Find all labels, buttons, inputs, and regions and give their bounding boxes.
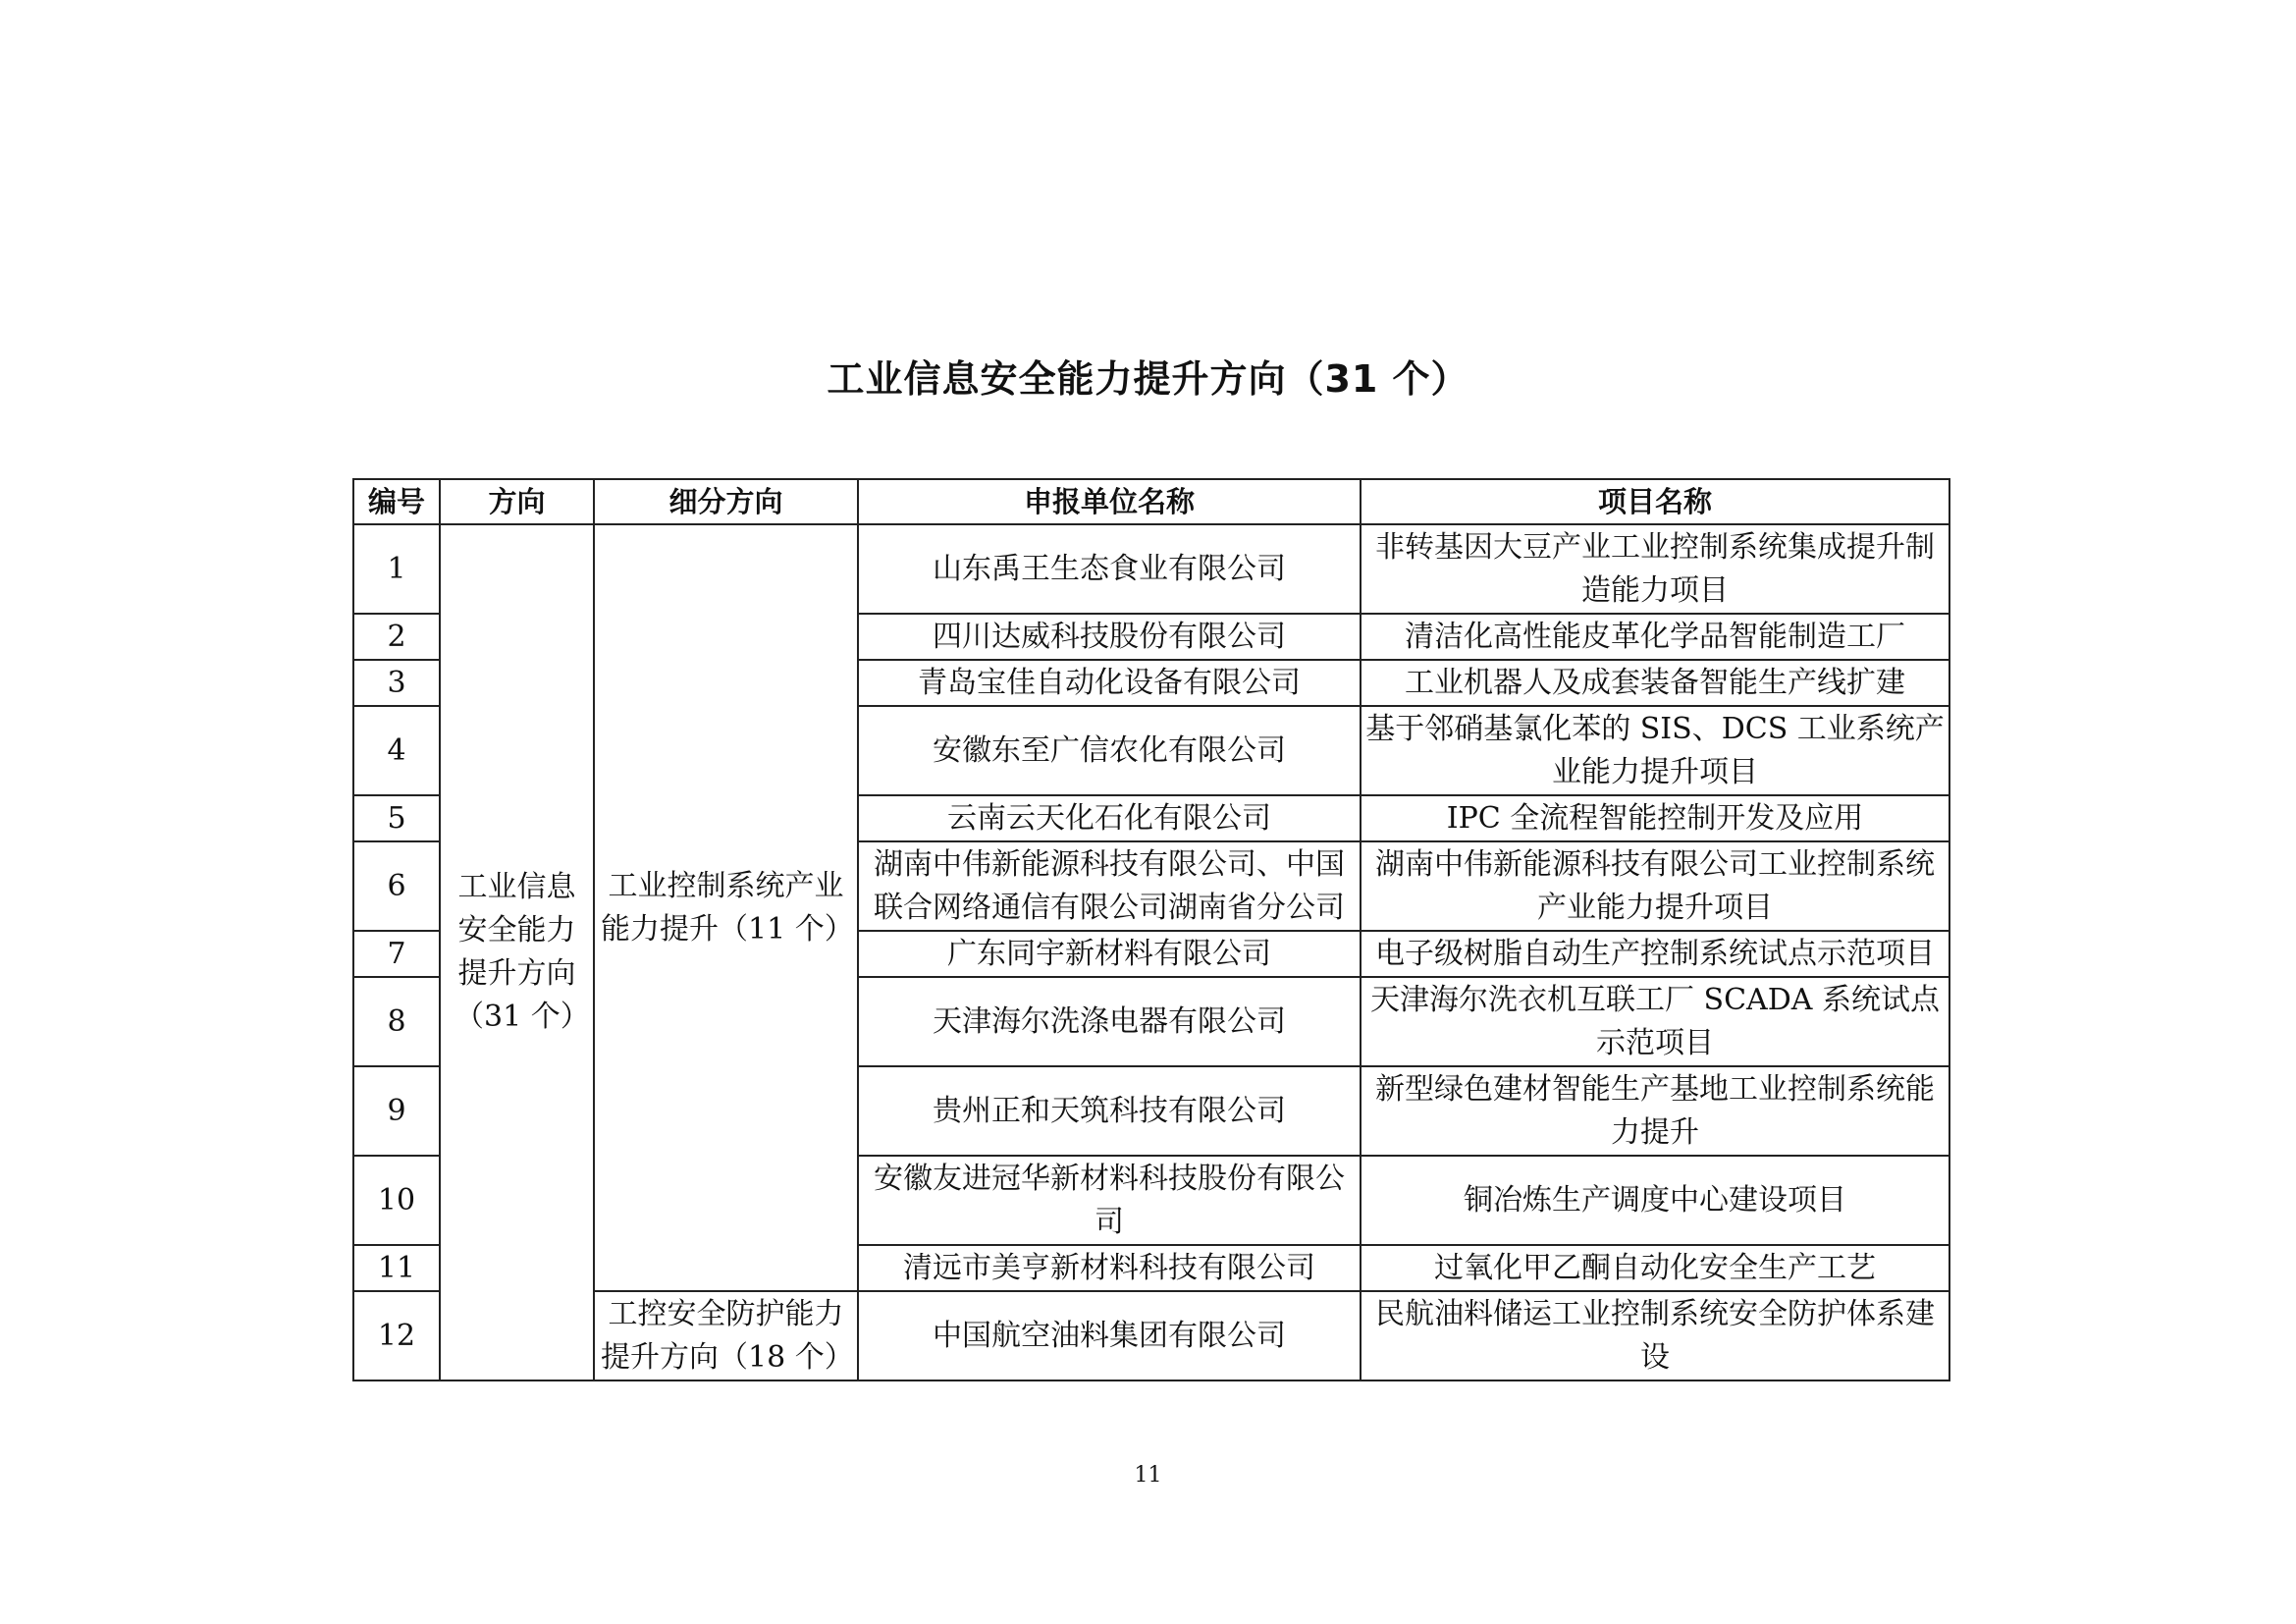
row-number: 7 <box>353 931 440 977</box>
page-number: 11 <box>1134 1463 1162 1488</box>
project-table <box>352 478 1950 1381</box>
row-number: 6 <box>353 841 440 931</box>
unit-name-cell: 广东同宇新材料有限公司 <box>858 931 1361 977</box>
unit-name-cell: 安徽东至广信农化有限公司 <box>858 706 1361 795</box>
header-direction: 方向 <box>440 479 594 524</box>
sub-direction-cell: 工业控制系统产业能力提升（11 个） <box>594 524 858 1291</box>
unit-name-cell: 四川达威科技股份有限公司 <box>858 614 1361 660</box>
table-header-row <box>353 479 1949 524</box>
row-number: 9 <box>353 1066 440 1156</box>
direction-cell: 工业信息安全能力提升方向（31 个） <box>440 524 594 1380</box>
project-name-cell: 电子级树脂自动生产控制系统试点示范项目 <box>1361 931 1949 977</box>
header-unit-name: 申报单位名称 <box>858 479 1361 524</box>
project-name-cell: 清洁化高性能皮革化学品智能制造工厂 <box>1361 614 1949 660</box>
project-name-cell: 铜冶炼生产调度中心建设项目 <box>1361 1156 1949 1245</box>
page-title: 工业信息安全能力提升方向（31 个） <box>827 357 1469 401</box>
header-number: 编号 <box>353 479 440 524</box>
row-number: 3 <box>353 660 440 706</box>
row-number: 8 <box>353 977 440 1066</box>
unit-name-cell: 贵州正和天筑科技有限公司 <box>858 1066 1361 1156</box>
sub-direction-cell: 工控安全防护能力提升方向（18 个） <box>594 1291 858 1380</box>
row-number: 4 <box>353 706 440 795</box>
unit-name-cell: 清远市美亨新材料科技有限公司 <box>858 1245 1361 1291</box>
project-name-cell: 天津海尔洗衣机互联工厂 SCADA 系统试点示范项目 <box>1361 977 1949 1066</box>
unit-name-cell: 云南云天化石化有限公司 <box>858 795 1361 841</box>
unit-name-cell: 湖南中伟新能源科技有限公司、中国联合网络通信有限公司湖南省分公司 <box>858 841 1361 931</box>
project-name-cell: IPC 全流程智能控制开发及应用 <box>1361 795 1949 841</box>
row-number: 1 <box>353 524 440 614</box>
project-name-cell: 民航油料储运工业控制系统安全防护体系建设 <box>1361 1291 1949 1380</box>
row-number: 10 <box>353 1156 440 1245</box>
unit-name-cell: 青岛宝佳自动化设备有限公司 <box>858 660 1361 706</box>
row-number: 2 <box>353 614 440 660</box>
header-sub-direction: 细分方向 <box>594 479 858 524</box>
project-name-cell: 湖南中伟新能源科技有限公司工业控制系统产业能力提升项目 <box>1361 841 1949 931</box>
unit-name-cell: 安徽友进冠华新材料科技股份有限公司 <box>858 1156 1361 1245</box>
project-name-cell: 工业机器人及成套装备智能生产线扩建 <box>1361 660 1949 706</box>
unit-name-cell: 中国航空油料集团有限公司 <box>858 1291 1361 1380</box>
project-name-cell: 过氧化甲乙酮自动化安全生产工艺 <box>1361 1245 1949 1291</box>
project-name-cell: 新型绿色建材智能生产基地工业控制系统能力提升 <box>1361 1066 1949 1156</box>
unit-name-cell: 山东禹王生态食业有限公司 <box>858 524 1361 614</box>
table-row <box>353 524 1949 614</box>
row-number: 12 <box>353 1291 440 1380</box>
header-project-name: 项目名称 <box>1361 479 1949 524</box>
project-name-cell: 基于邻硝基氯化苯的 SIS、DCS 工业系统产业能力提升项目 <box>1361 706 1949 795</box>
row-number: 5 <box>353 795 440 841</box>
unit-name-cell: 天津海尔洗涤电器有限公司 <box>858 977 1361 1066</box>
row-number: 11 <box>353 1245 440 1291</box>
project-name-cell: 非转基因大豆产业工业控制系统集成提升制造能力项目 <box>1361 524 1949 614</box>
